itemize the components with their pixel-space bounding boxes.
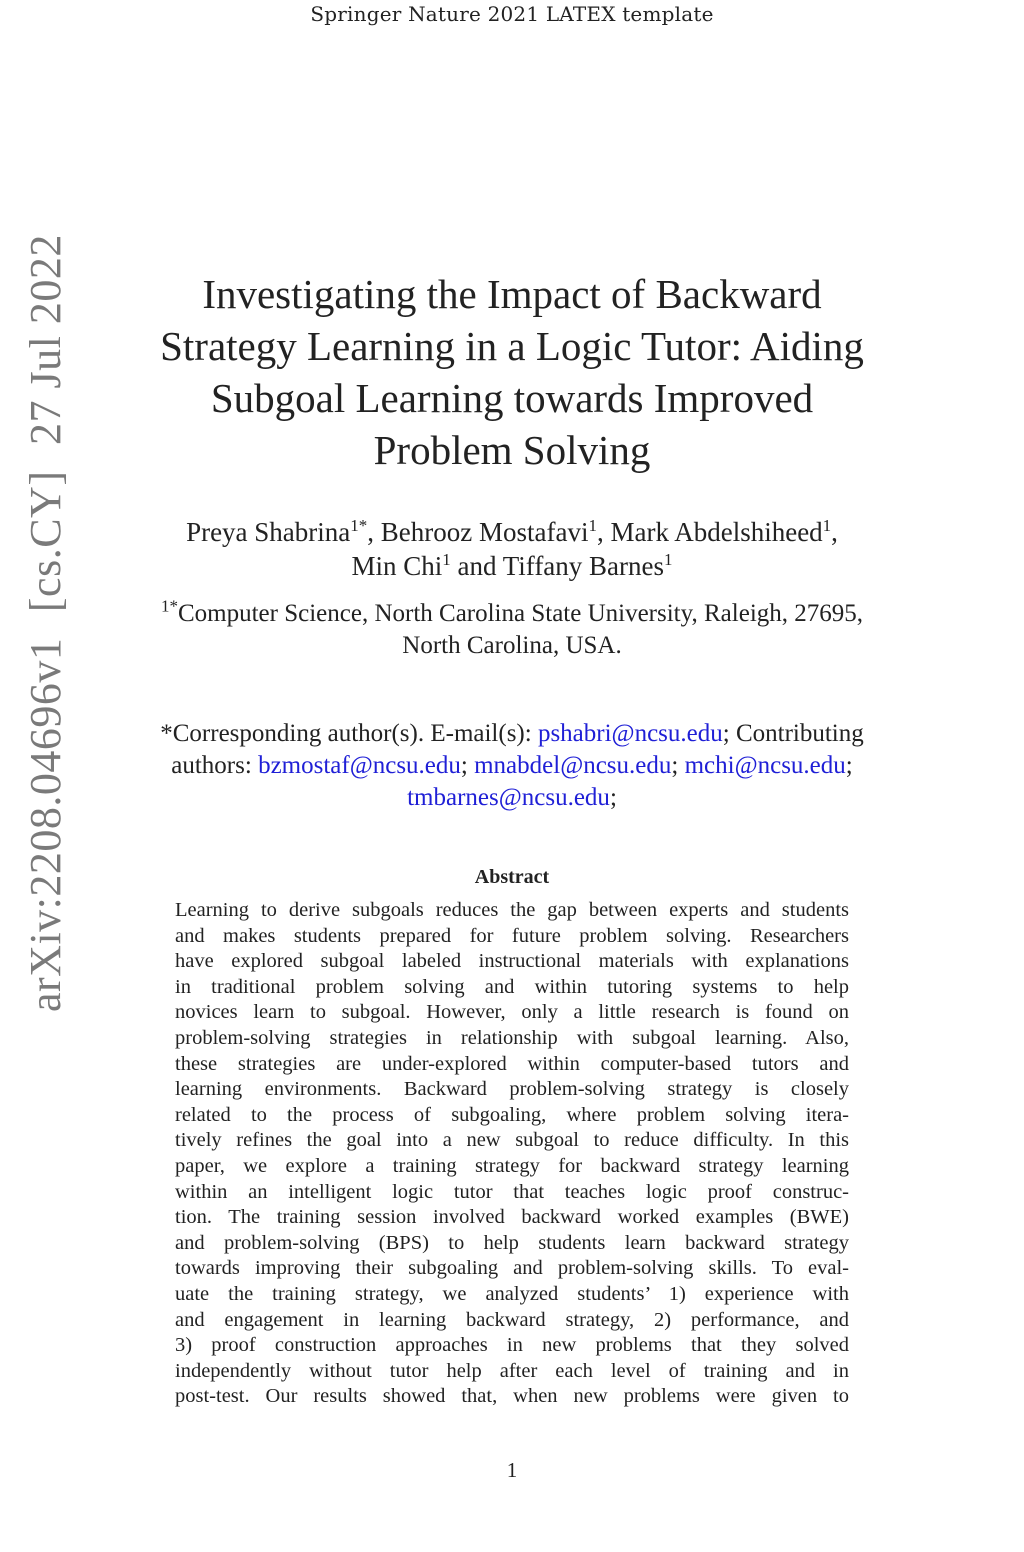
paper-title: Investigating the Impact of Backward Strategy Learning in a Logic Tutor: Aiding Subgoal Learning towards Improved Problem Solving	[160, 271, 864, 473]
page-number: 1	[506, 1458, 518, 1482]
abstract-line: tively refines the goal into a new subgoal to reduce difficulty. In this	[175, 1129, 849, 1152]
arxiv-id: arXiv:2208.04696v1	[21, 637, 70, 1012]
author-list	[170, 515, 854, 583]
arxiv-date: 27 Jul 2022	[21, 234, 70, 445]
abstract-line: 3) proof construction approaches in new problems that they solved	[175, 1334, 849, 1357]
correspondence-block: *Corresponding author(s). E-mail(s): pshabri@ncsu.edu; Contributing authors: bzmostaf@ncsu.edu; mnabdel@ncsu.edu; mchi@ncsu.edu; tmbarnes@ncsu.edu;	[160, 720, 864, 811]
author-affiliation-mark: 1	[442, 550, 451, 569]
author-separator: ,	[367, 517, 381, 547]
author-affiliation-mark: 1	[822, 516, 832, 535]
abstract-line: have explored subgoal labeled instructional materials with explanations	[175, 950, 849, 973]
abstract-line: problem-solving strategies in relationship with subgoal learning. Also,	[175, 1026, 849, 1049]
abstract-line: novices learn to subgoal. However, only a little research is found on	[175, 1001, 849, 1024]
contributing-email-link[interactable]: tmbarnes@ncsu.edu	[407, 784, 610, 811]
abstract-line: independently without tutor help after each level of training and in	[175, 1359, 849, 1382]
arxiv-stamp	[20, 220, 71, 1012]
abstract-body	[175, 898, 849, 1410]
abstract-heading: Abstract	[474, 866, 550, 888]
author-name: Min Chi	[351, 551, 443, 581]
author-separator: and	[450, 551, 503, 581]
author-name: Tiffany Barnes	[502, 551, 665, 581]
author-affiliation-mark: 1	[588, 516, 597, 535]
abstract-line: paper, we explore a training strategy for backward strategy learning	[175, 1154, 849, 1177]
author-affiliation-mark: 1*	[350, 516, 368, 535]
affiliation	[150, 598, 874, 662]
abstract-line: in traditional problem solving and within tutoring systems to help	[175, 975, 849, 998]
abstract-line: Learning to derive subgoals reduces the gap between experts and students	[175, 899, 849, 921]
author-separator: ,	[831, 517, 838, 547]
contributing-email-link[interactable]: bzmostaf@ncsu.edu	[258, 752, 461, 779]
abstract-line: tion. The training session involved backward worked examples (BWE)	[175, 1206, 849, 1229]
contributing-label: Contributing authors:	[171, 720, 864, 779]
abstract-line: related to the process of subgoaling, where problem solving itera-	[175, 1103, 849, 1126]
corresponding-label: *Corresponding author(s). E-mail(s):	[160, 720, 532, 747]
author-name: Behrooz Mostafavi	[380, 517, 589, 547]
abstract-line: these strategies are under-explored within computer-based tutors and	[175, 1052, 849, 1075]
arxiv-category: [cs.CY]	[21, 470, 70, 613]
running-head: Springer Nature 2021 LATEX template	[310, 2, 714, 26]
affiliation-text: Computer Science, North Carolina State University, Raleigh, 27695, North Carolina, USA.	[177, 600, 864, 659]
affiliation-mark: 1*	[160, 596, 178, 616]
abstract-line: and engagement in learning backward strategy, 2) performance, and	[175, 1308, 849, 1331]
contributing-email-link[interactable]: mchi@ncsu.edu	[684, 752, 846, 779]
abstract-line: towards improving their subgoaling and problem-solving skills. To eval-	[175, 1257, 849, 1280]
author-name: Mark Abdelshiheed	[610, 517, 823, 547]
author-separator: ,	[596, 517, 611, 547]
author-name: Preya Shabrina	[186, 517, 351, 547]
abstract-line: and problem-solving (BPS) to help students learn backward strategy	[175, 1231, 849, 1254]
contributing-email-link[interactable]: mnabdel@ncsu.edu	[474, 752, 672, 779]
corresponding-email-link[interactable]: pshabri@ncsu.edu	[537, 720, 723, 747]
author-affiliation-mark: 1	[664, 550, 673, 569]
abstract-line: within an intelligent logic tutor that teaches logic proof construc-	[175, 1180, 849, 1203]
abstract-line: uate the training strategy, we analyzed students’ 1) experience with	[175, 1282, 849, 1305]
abstract-line: learning environments. Backward problem-solving strategy is closely	[175, 1078, 849, 1101]
abstract-line: post-test. Our results showed that, when new problems were given to	[175, 1385, 849, 1408]
abstract-line: and makes students prepared for future problem solving. Researchers	[175, 924, 849, 947]
